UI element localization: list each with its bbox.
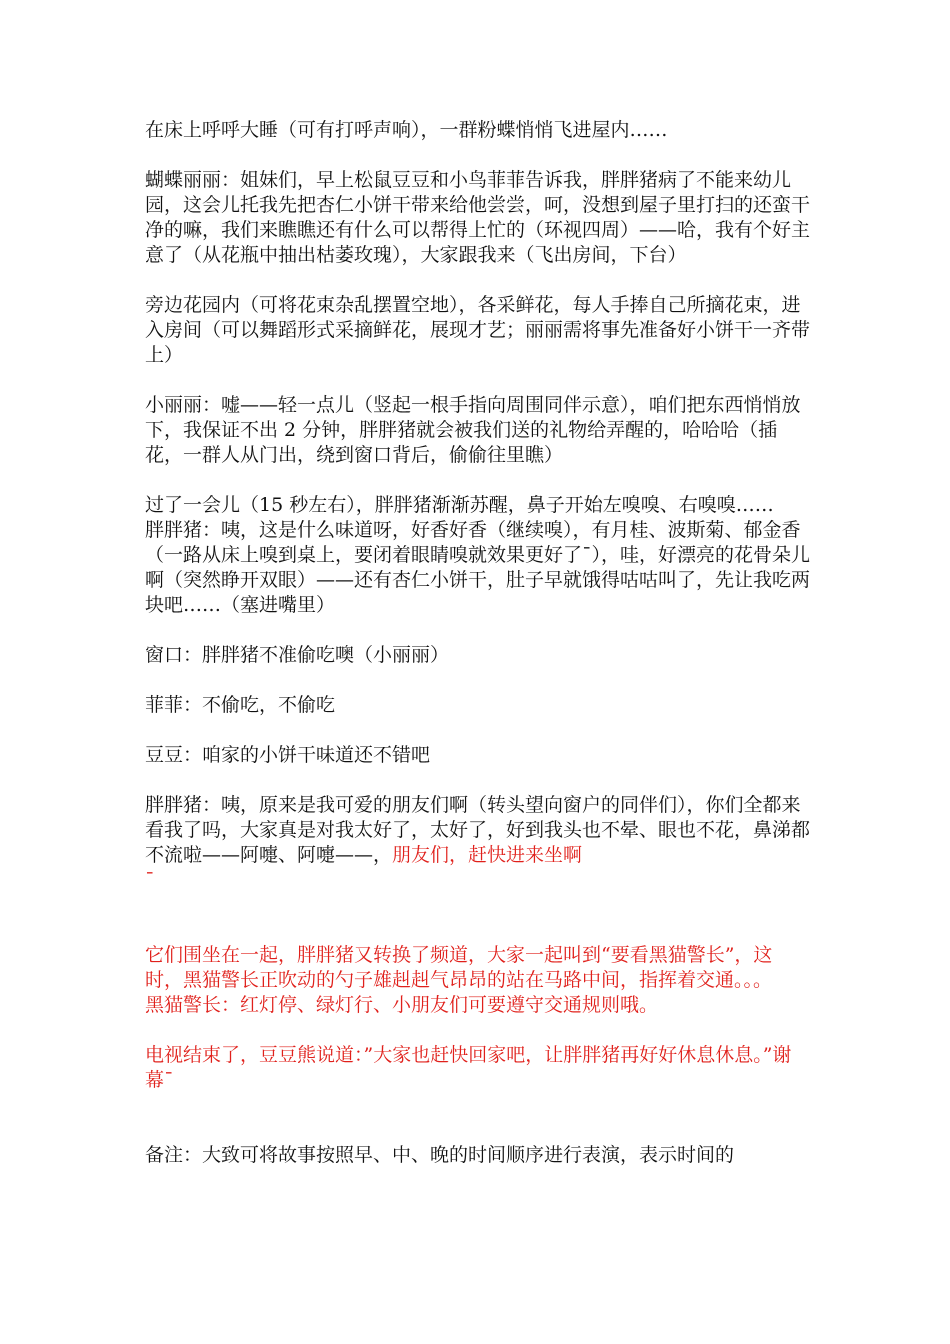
spacer <box>145 893 810 943</box>
paragraph-tv-channel: 它们围坐在一起，胖胖猪又转换了频道，大家一起叫到“要看黑猫警长”，这时，黑猫警长正吹动的勺子雄赳赳气昂昂的站在马路中间，指挥着交通。。。 <box>145 944 773 991</box>
paragraph-window: 窗口：胖胖猪不准偷吃噢（小丽丽） <box>145 644 450 666</box>
document-body <box>145 118 810 1193</box>
paragraph-stage-sleep: 在床上呼呼大睡（可有打呼声响），一群粉蝶悄悄飞进屋内…… <box>145 119 668 141</box>
paragraph-garden: 旁边花园内（可将花束杂乱摆置空地），各采鲜花，每人手捧自己所摘花束，进入房间（可以舞蹈形式采摘鲜花，展现才艺；丽丽需将事先准备好小饼干一齐带上） <box>145 294 811 366</box>
pig-friends-invite: 朋友们，赶快进来坐啊 <box>392 844 583 866</box>
paragraph-black-cat: 黑猫警长：红灯停、绿灯行、小朋友们可要遵守交通规则哦。 <box>145 994 659 1016</box>
paragraph-doudou: 豆豆：咱家的小饼干味道还不错吧 <box>145 744 431 766</box>
paragraph-feifei: 菲菲：不偷吃，不偷吃 <box>145 694 336 716</box>
paragraph-wake-up: 过了一会儿（15 秒左右），胖胖猪渐渐苏醒，鼻子开始左嗅嗅、右嗅嗅…… <box>145 494 774 516</box>
paragraph-macron-mark: ¯ <box>145 869 155 891</box>
spacer <box>145 1118 810 1143</box>
pig-friends-text: 胖胖猪：咦，原来是我可爱的朋友们啊（转头望向窗户的同伴们），你们全都来看我了吗，大家真是对我太好了，太好了，好到我头也不晕、眼也不花，鼻涕都不流啦——阿嚏、阿嚏——， <box>145 794 811 866</box>
paragraph-note: 备注：大致可将故事按照早、中、晚的时间顺序进行表演，表示时间的 <box>145 1144 735 1166</box>
paragraph-pig-friends <box>145 793 810 868</box>
paragraph-ending: 电视结束了，豆豆熊说道：”大家也赶快回家吧，让胖胖猪再好好休息休息。”谢幕¯ <box>145 1044 792 1091</box>
paragraph-lili-butterfly: 蝴蝶丽丽：姐妹们，早上松鼠豆豆和小鸟菲菲告诉我，胖胖猪病了不能来幼儿园，这会儿托我先把杏仁小饼干带来给他尝尝，呵，没想到屋子里打扫的还蛮干净的嘛，我们来瞧瞧还有什么可以帮得上忙的（环视四周）——哈，我有个好主意了（从花瓶中抽出枯萎玫瑰），大家跟我来（飞出房间，下台） <box>145 169 811 266</box>
paragraph-pig-smell: 胖胖猪：咦，这是什么味道呀，好香好香（继续嗅），有月桂、波斯菊、郁金香（一路从床上嗅到桌上，要闭着眼睛嗅就效果更好了¯），哇，好漂亮的花骨朵儿啊（突然睁开双眼）——还有杏仁小饼干，肚子早就饿得咕咕叫了，先让我吃两块吧……（塞进嘴里） <box>145 519 811 616</box>
paragraph-little-lili: 小丽丽：嘘——轻一点儿（竖起一根手指向周围同伴示意），咱们把东西悄悄放下，我保证不出 2 分钟，胖胖猪就会被我们送的礼物给弄醒的，哈哈哈（插花，一群人从门出，绕到窗口背后，偷偷往里瞧） <box>145 394 801 466</box>
